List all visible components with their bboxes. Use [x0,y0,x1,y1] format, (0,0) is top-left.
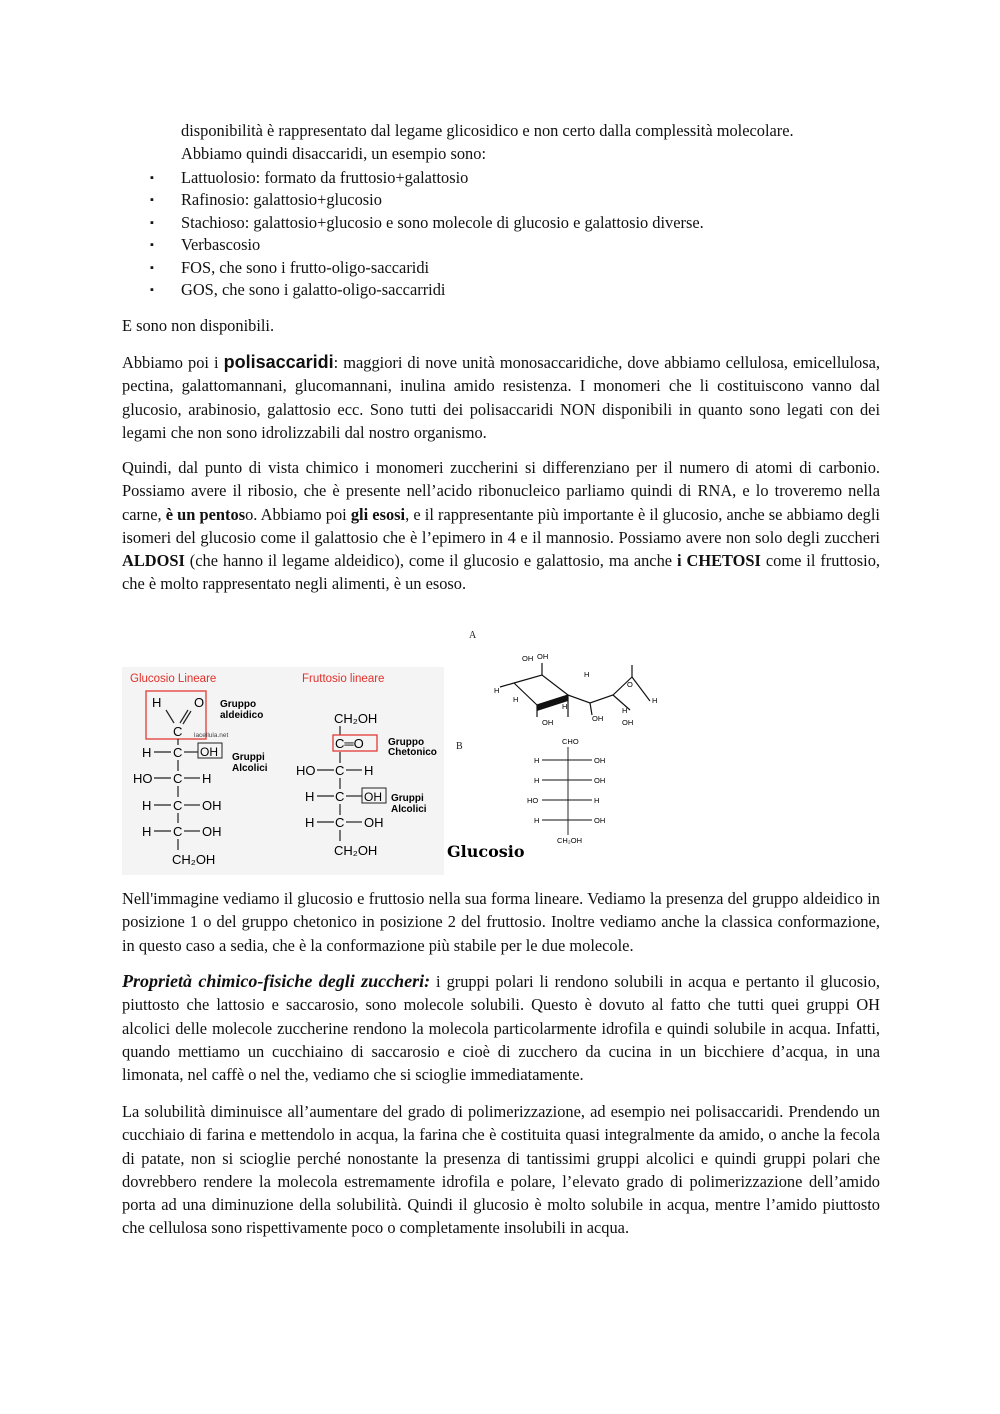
svg-text:C: C [173,771,183,786]
svg-text:H: H [594,796,600,805]
list-item: ▪ Rafinosio: galattosio+glucosio [150,189,704,211]
svg-text:C: C [173,824,183,839]
svg-text:H: H [534,816,540,825]
bullet-icon: ▪ [150,261,154,274]
list-item: ▪ Verbascosio [150,234,704,256]
svg-text:H: H [534,756,540,765]
image-background [122,667,444,875]
term-polisaccaridi: polisaccaridi [223,352,334,372]
paragraph-proprieta: Proprietà chimico-fisiche degli zuccheri: i gruppi polari li rendono solubili in acqua e pertanto il glucosio, piuttosto che lattosio e saccarosio, sono molecole solubili. Questo è dovuto al fatto che tutti quei gruppi OH alcolici delle molecole zuccherine rendono la molecola particolarmente idrofila e quindi solubile in acqua. Infatti, quando mettiamo un cucchiaino di saccarosio e cioè di zucchero da cucina in un bicchiere d’acqua, in una limonata, nel caffè o nel the, vediamo che si scioglie immediatamente. [122,971,880,1085]
paragraph-polisaccaridi: Abbiamo poi i polisaccaridi: maggiori di nove unità monosaccaridiche, dove abbiamo cellulosa, emicellulosa, pectina, galattomannani, glucomannani, inulina amido resistenza. I monomeri che li costituiscono vanno dal glucosio, arabinosio, galattosio ecc. Sono tutti dei polisaccaridi NON disponibili in quanto sono legati con dei legami che non sono idrolizzabili dal nostro organismo. [122,352,880,442]
svg-text:C: C [335,763,345,778]
svg-text:H: H [142,798,152,813]
svg-text:OH: OH [202,824,222,839]
fruttosio-lineare-title: Fruttosio lineare [302,673,385,685]
svg-text:H: H [305,789,315,804]
svg-text:Alcolici: Alcolici [391,804,427,815]
svg-text:C: C [173,724,183,739]
svg-text:HO: HO [133,771,153,786]
section-heading-proprieta: Proprietà chimico-fisiche degli zuccheri: [122,971,431,991]
svg-text:OH: OH [200,745,218,759]
svg-text:H: H [142,745,152,760]
svg-text:Gruppi: Gruppi [391,793,424,804]
svg-text:HO: HO [296,763,316,778]
svg-text:Gruppo: Gruppo [220,699,257,710]
bullet-icon: ▪ [150,284,154,297]
svg-text:aldeidico: aldeidico [220,710,264,721]
svg-text:H: H [152,695,162,710]
svg-text:H: H [305,815,315,830]
paragraph-solubilita: La solubilità diminuisce all’aumentare del grado di polimerizzazione, ad esempio nei polisaccaridi. Prendendo un cucchiaio di farina e mettendolo in acqua, la farina che è costituita quasi integralmente da amido, o anche la fecola di patate, non si scioglie perché nonostante la presenza di tantissimi gruppi alcolici e quindi gruppi polari che dovrebbero rendere la molecola estremamente idrofila e polare, l’elevato grado di polimerizzazione dell’amido porta ad una diminuzione della solubilità. Quindi il glucosio è molto solubile in acqua, mentre l’amido piuttosto che cellulosa sono rispettivamente poco o completamente insolubili in acqua. [122,1102,880,1238]
svg-text:OH: OH [537,652,549,661]
svg-text:H: H [364,763,374,778]
svg-text:C: C [173,798,183,813]
intro-line-2: Abbiamo quindi disaccaridi, un esempio sono: [181,144,486,163]
svg-text:OH: OH [364,790,382,804]
svg-text:H: H [562,702,568,711]
svg-text:H: H [584,670,590,679]
svg-text:H: H [652,696,658,705]
svg-text:CH₂OH: CH₂OH [172,852,216,867]
label-b: B [456,741,463,752]
chair-conformation [500,663,650,717]
glucosio-caption: Glucosio [447,842,525,861]
svg-text:OH: OH [622,718,634,727]
svg-text:Gruppi: Gruppi [232,752,265,763]
list-item: ▪ GOS, che sono i galatto-oligo-saccarridi [150,279,704,301]
list-item: ▪ Lattuolosio: formato da fruttosio+galattosio [150,167,704,189]
svg-text:OH: OH [542,718,554,727]
svg-text:H: H [494,686,500,695]
svg-text:O: O [627,680,633,689]
svg-text:OH: OH [594,756,606,765]
svg-text:H: H [202,771,212,786]
bullet-icon: ▪ [150,239,154,252]
svg-text:CHO: CHO [562,737,579,746]
list-item: ▪ Stachioso: galattosio+glucosio e sono molecole di glucosio e galattosio diverse. [150,212,704,234]
svg-text:OH: OH [364,815,384,830]
paragraph-chimico: Quindi, dal punto di vista chimico i monomeri zuccherini si differenziano per il numero di atomi di carbonio. Possiamo avere il ribosio, che è presente nell’acido ribonucleico parliamo quindi di RNA, e lo troveremo nella carne, è un pentoso. Abbiamo poi gli esosi, e il rappresentante più importante è il glucosio, anche se abbiamo degli isomeri del glucosio come il galattosio che è l’epimero in 4 e il mannosio. Possiamo avere non solo degli zuccheri ALDOSI (che hanno il legame aldeidico), come il glucosio e galattosio, ma anche i CHETOSI come il fruttosio, che è molto rappresentato negli alimenti, è un esoso. [122,458,880,594]
svg-text:Gruppo: Gruppo [388,737,425,748]
svg-text:CH₂OH: CH₂OH [334,711,378,726]
svg-text:H: H [142,824,152,839]
fischer-projection [542,747,592,835]
svg-text:OH: OH [594,816,606,825]
svg-text:C═O: C═O [335,736,364,751]
svg-text:Chetonico: Chetonico [388,747,437,758]
svg-text:HO: HO [527,796,539,805]
svg-text:C: C [335,815,345,830]
svg-text:C: C [335,789,345,804]
bullet-icon: ▪ [150,216,154,229]
sugar-structures-figure [122,625,682,875]
watermark-text: lacellula.net [194,732,229,739]
label-a: A [469,630,477,641]
structures-svg [122,625,682,875]
disaccharide-list [150,167,704,301]
intro-line-1: disponibilità è rappresentato dal legame glicosidico e non certo dalla complessità molecolare. [181,121,794,140]
svg-text:OH: OH [594,776,606,785]
svg-text:H: H [622,706,628,715]
paragraph-immagine: Nell'immagine vediamo il glucosio e fruttosio nella sua forma lineare. Vediamo la presenza del gruppo aldeidico in posizione 1 o del gruppo chetonico in posizione 2 del fruttosio. Inoltre vediamo anche la classica conformazione, in questo caso a sedia, che è la conformazione più stabile per le due molecole. [122,889,880,955]
svg-text:CH₂OH: CH₂OH [334,843,378,858]
paragraph-non-disponibili: E sono non disponibili. [122,316,275,335]
svg-text:H: H [513,695,519,704]
svg-text:OH: OH [592,714,604,723]
bullet-icon: ▪ [150,194,154,207]
bullet-icon: ▪ [150,172,154,184]
svg-text:OH: OH [522,654,534,663]
svg-text:O: O [194,695,205,710]
svg-text:H: H [534,776,540,785]
svg-text:OH: OH [202,798,222,813]
list-item: ▪ FOS, che sono i frutto-oligo-saccaridi [150,257,704,279]
svg-text:C: C [173,745,183,760]
glucosio-lineare-title: Glucosio Lineare [130,673,217,685]
svg-text:CH₂OH: CH₂OH [557,836,582,845]
svg-text:Alcolici: Alcolici [232,763,268,774]
